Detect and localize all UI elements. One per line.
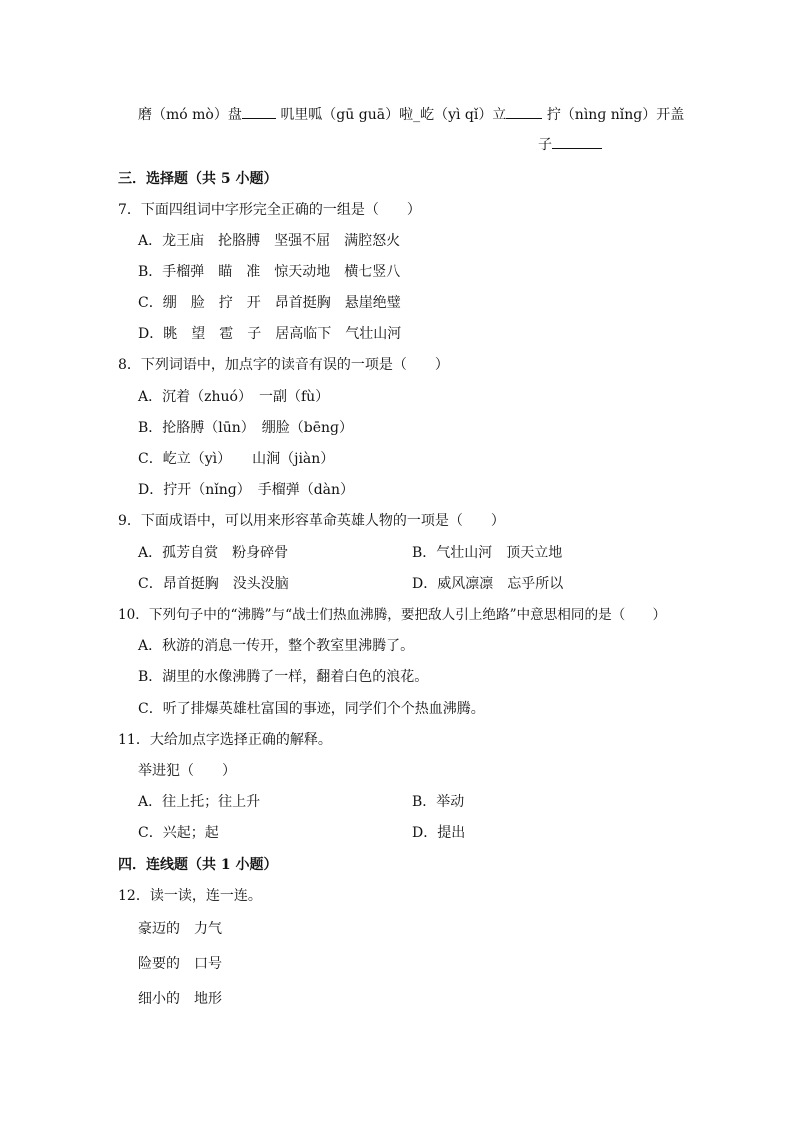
match-row: [138, 954, 222, 974]
match-left-item[interactable]: 险要的: [138, 956, 180, 972]
q12-stem: 12．读一读，连一连。: [118, 888, 262, 904]
answer-blank-3[interactable]: [552, 134, 602, 149]
q7-option-b[interactable]: B．手榴弹 瞄 准 惊天动地 横七竖八: [138, 264, 401, 280]
match-right-item[interactable]: 力气: [194, 921, 222, 937]
q7-option-d[interactable]: D．眺 望 雹 子 居高临下 气壮山河: [138, 326, 402, 342]
q8-option-a[interactable]: A．沉着（zhuó） 一副（fù）: [138, 389, 330, 405]
q7-stem: 7．下面四组词中字形完全正确的一组是（ ）: [118, 202, 421, 218]
q10-option-b[interactable]: B．湖里的水像沸腾了一样，翻着白色的浪花。: [138, 669, 429, 685]
item-guagua: 叽里呱（gū guā）啦: [280, 107, 414, 123]
q9-option-c[interactable]: C．昂首挺胸 没头没脑: [138, 576, 289, 592]
answer-blank-1[interactable]: [242, 104, 276, 119]
match-row: [138, 919, 222, 939]
q7-option-c[interactable]: C．绷 脸 拧 开 昂首挺胸 悬崖绝璧: [138, 295, 401, 311]
q11-stem: 11．大给加点字选择正确的解释。: [118, 732, 332, 748]
item-ningkai: 拧（nìnɡ nǐnɡ）开盖: [546, 107, 685, 123]
q9-option-b[interactable]: B．气壮山河 顶天立地: [412, 545, 563, 561]
match-left-item[interactable]: 细小的: [138, 991, 180, 1007]
item-yili: 屹（yì qǐ）立: [420, 107, 507, 123]
match-row: [138, 989, 222, 1009]
q9-option-d[interactable]: D．威风凛凛 忘乎所以: [412, 576, 564, 592]
q9-option-a[interactable]: A．孤芳自赏 粉身碎骨: [138, 545, 289, 561]
q10-stem: 10．下列句子中的“沸腾”与“战士们热血沸腾，要把敌人引上绝路”中意思相同的是（ ）: [118, 607, 667, 623]
q8-option-b[interactable]: B．抡胳膊（lūn） 绷脸（bēnɡ）: [138, 420, 354, 436]
section-4-title: 四．连线题（共 1 小题）: [118, 857, 278, 873]
q11-option-d[interactable]: D．提出: [412, 825, 466, 841]
q10-option-a[interactable]: A．秋游的消息一传开，整个教室里沸腾了。: [138, 638, 415, 654]
match-right-item[interactable]: 口号: [194, 956, 222, 972]
item-ningkai-cont: 子: [538, 137, 552, 153]
item-momo: 磨（mó mò）盘: [138, 107, 242, 123]
q10-option-c[interactable]: C．听了排爆英雄杜富国的事迹，同学们个个热血沸腾。: [138, 701, 485, 717]
q7-option-a[interactable]: A．龙王庙 抡胳膊 坚强不屈 满腔怒火: [138, 233, 401, 249]
section-3-title: 三．选择题（共 5 小题）: [118, 171, 278, 187]
match-left-item[interactable]: 豪迈的: [138, 921, 180, 937]
q8-stem: 8．下列词语中，加点字的读音有误的一项是（ ）: [118, 357, 449, 373]
q11-option-c[interactable]: C．兴起；起: [138, 825, 219, 841]
pinyin-line-2: [538, 134, 602, 155]
q8-option-c[interactable]: C．屹立（yì） 山涧（jiàn）: [138, 451, 335, 467]
pinyin-line-1: 磨（mó mò）盘 叽里呱（gū guā）啦_屹（yì qǐ）立 拧（nìnɡ nǐnɡ）开盖: [138, 104, 684, 125]
answer-blank-2[interactable]: [506, 104, 542, 119]
q11-option-a[interactable]: A．往上托；往上升: [138, 794, 261, 810]
match-right-item[interactable]: 地形: [194, 991, 222, 1007]
q11-word: 举进犯（ ）: [138, 763, 236, 779]
q11-option-b[interactable]: B．举动: [412, 794, 465, 810]
q8-option-d[interactable]: D．拧开（nǐnɡ） 手榴弹（dàn）: [138, 482, 355, 498]
q9-stem: 9．下面成语中，可以用来形容革命英雄人物的一项是（ ）: [118, 513, 505, 529]
